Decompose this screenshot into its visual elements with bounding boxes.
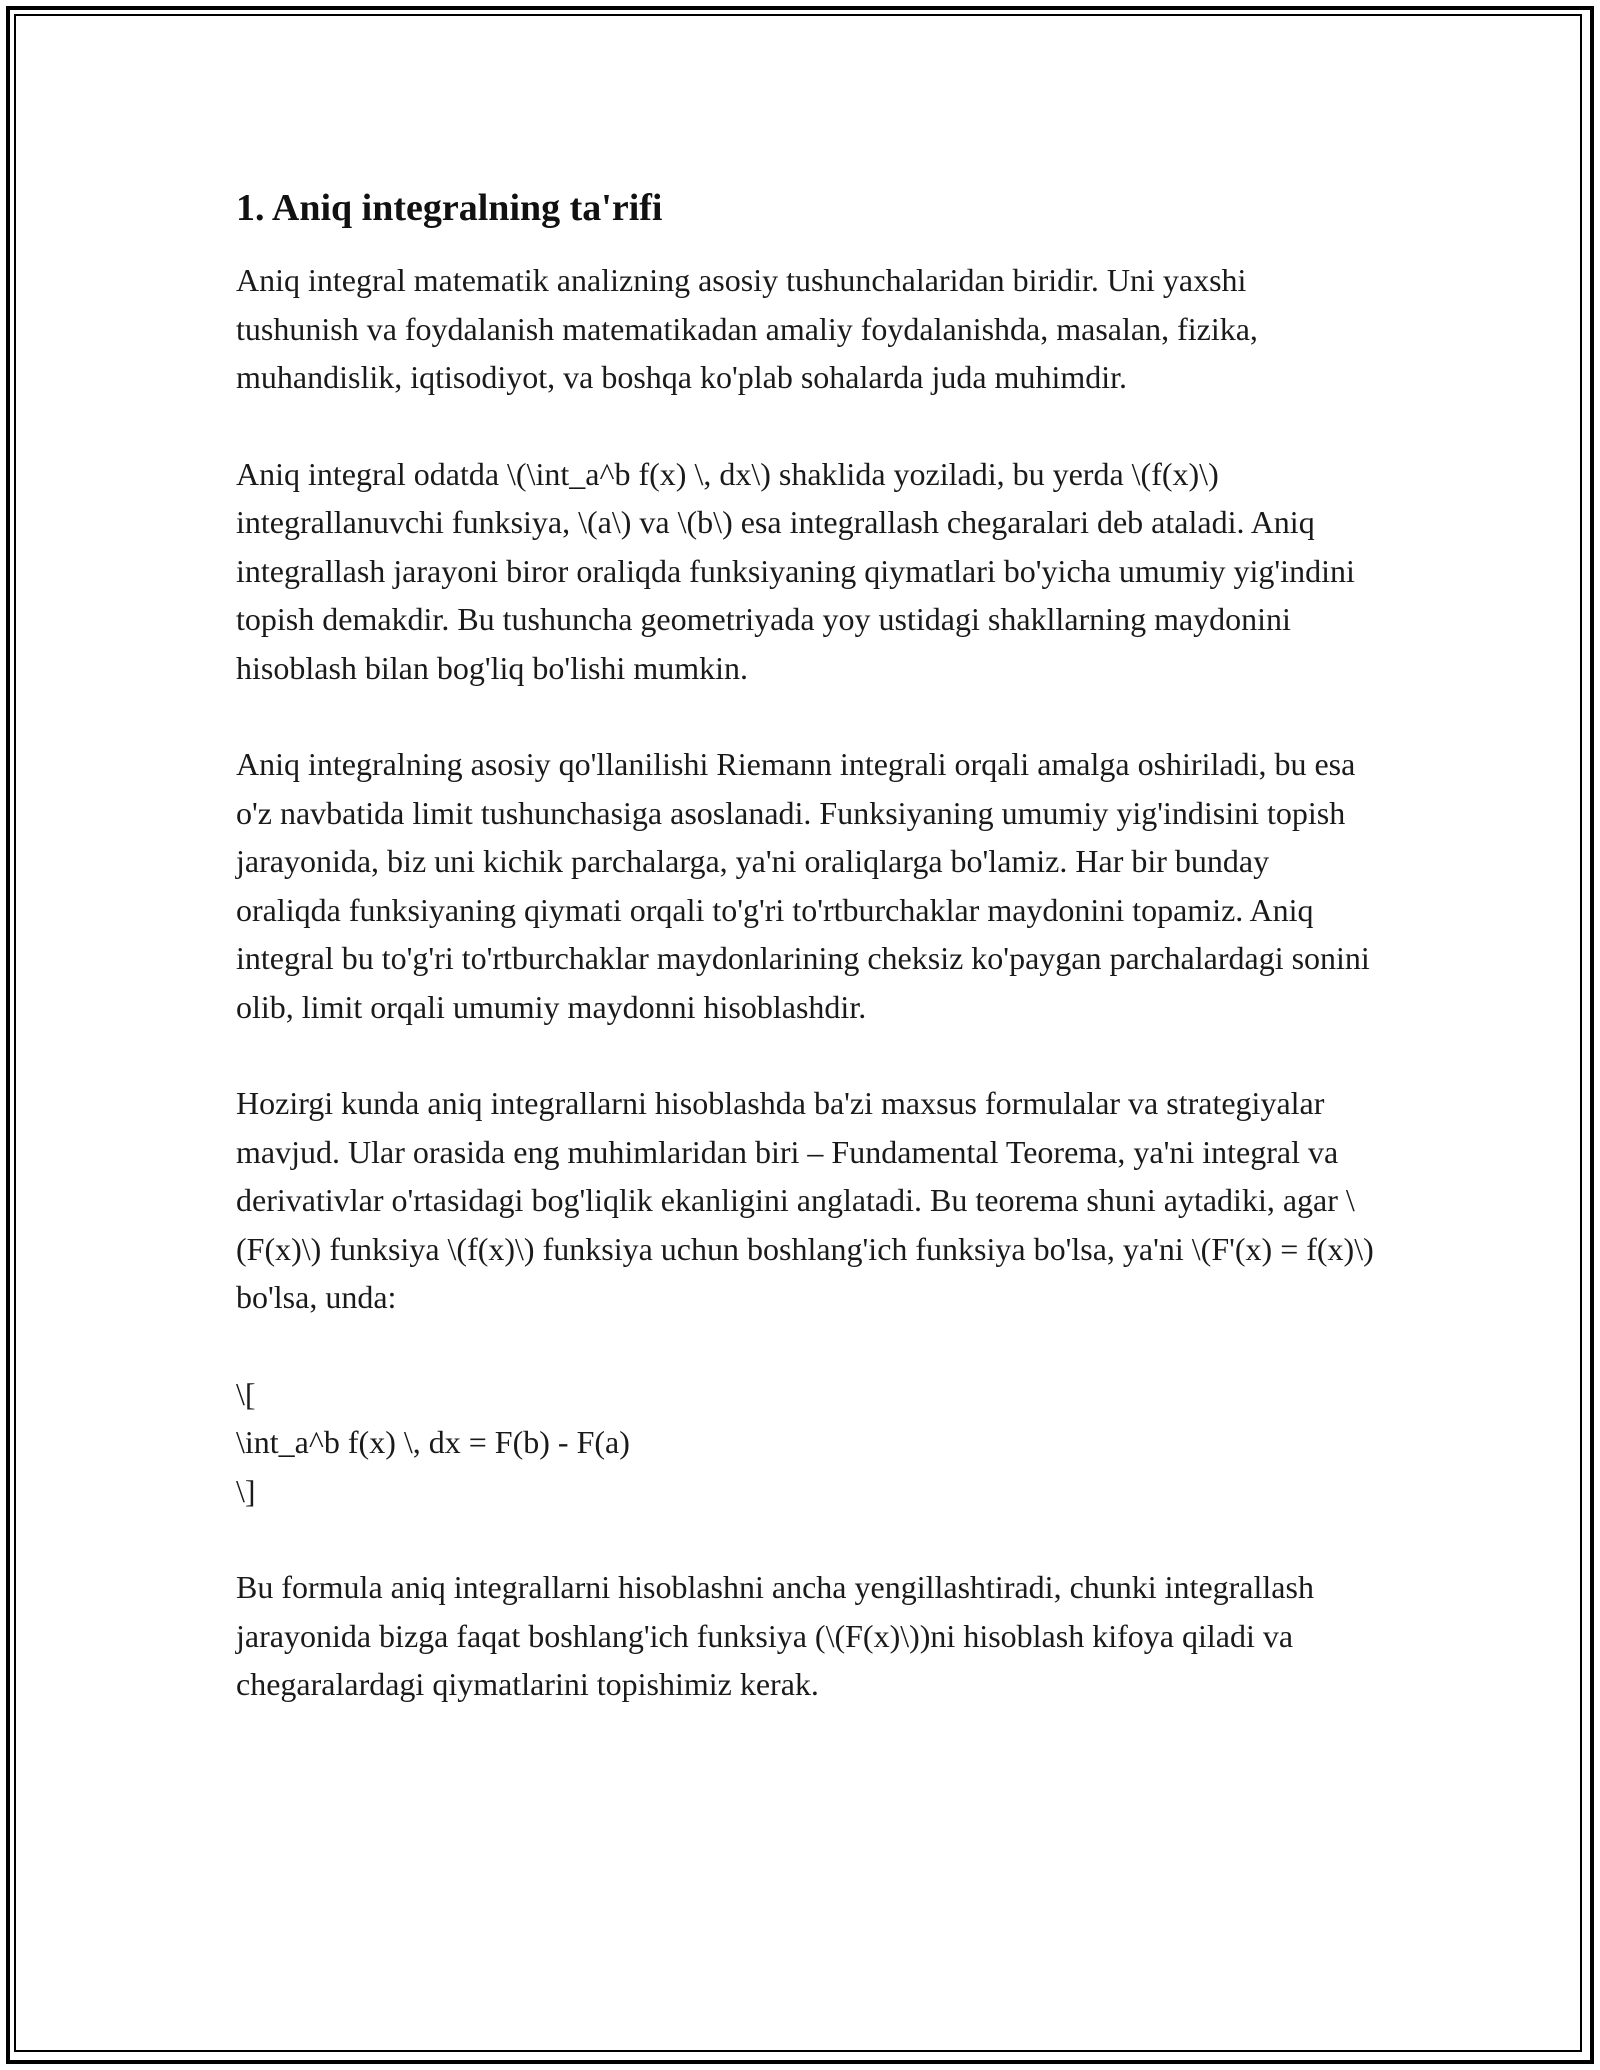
paragraph-riemann: Aniq integralning asosiy qo'llanilishi Riemann integrali orqali amalga oshiriladi, bu esa o'z navbatida limit tushunchasiga asoslanadi. Funksiyaning umumiy yig'indisini topish jarayonida, biz uni kichik parchalarga, ya'ni oraliqlarga bo'lamiz. Har bir bunday oraliqda funksiyaning qiymati orqali to'g'ri to'rtburchaklar maydonini topamiz. Aniq integral bu to'g'ri to'rtburchaklar maydonlarining cheksiz ko'paygan parchalardagi sonini olib, limit orqali umumiy maydonni hisoblashdir.: [236, 746, 1370, 1025]
formula-close: \]: [236, 1472, 256, 1509]
paragraph-closing: Bu formula aniq integrallarni hisoblashni ancha yengillashtiradi, chunki integrallash jarayonida bizga faqat boshlang'ich funksiya (\(F(x)\))ni hisoblash kifoya qiladi va chegaralardagi qiymatlarini topishimiz kerak.: [236, 1569, 1314, 1702]
formula-block: [236, 1370, 1376, 1516]
formula-open: \[: [236, 1375, 256, 1412]
paragraph-notation: Aniq integral odatda \(\int_a^b f(x) \, dx\) shaklida yoziladi, bu yerda \(f(x)\) integrallanuvchi funksiya, \(a\) va \(b\) esa integrallash chegaralari deb ataladi. Aniq integrallash jarayoni biror oraliqda funksiyaning qiymatlari bo'yicha umumiy yig'indini topish demakdir. Bu tushuncha geometriyada yoy ustidagi shakllarning maydonini hisoblash bilan bog'liq bo'lishi mumkin.: [236, 455, 1355, 686]
document-body: [236, 186, 1376, 1757]
section-heading: 1. Aniq integralning ta'rifi: [236, 187, 663, 229]
formula-body: \int_a^b f(x) \, dx = F(b) - F(a): [236, 1424, 630, 1460]
paragraph-intro: Aniq integral matematik analizning asosiy tushunchalaridan biridir. Uni yaxshi tushunish va foydalanish matematikadan amaliy foydalanishda, masalan, fizika, muhandislik, iqtisodiyot, va boshqa ko'plab sohalarda juda muhimdir.: [236, 262, 1258, 395]
paragraph-fundamental-theorem: Hozirgi kunda aniq integrallarni hisoblashda ba'zi maxsus formulalar va strategiyalar mavjud. Ular orasida eng muhimlaridan biri – Fundamental Teorema, ya'ni integral va derivativlar o'rtasidagi bog'liqlik ekanligini anglatadi. Bu teorema shuni aytadiki, agar \(F(x)\) funksiya \(f(x)\) funksiya uchun boshlang'ich funksiya bo'lsa, ya'ni \(F'(x) = f(x)\) bo'lsa, unda:: [236, 1085, 1374, 1315]
